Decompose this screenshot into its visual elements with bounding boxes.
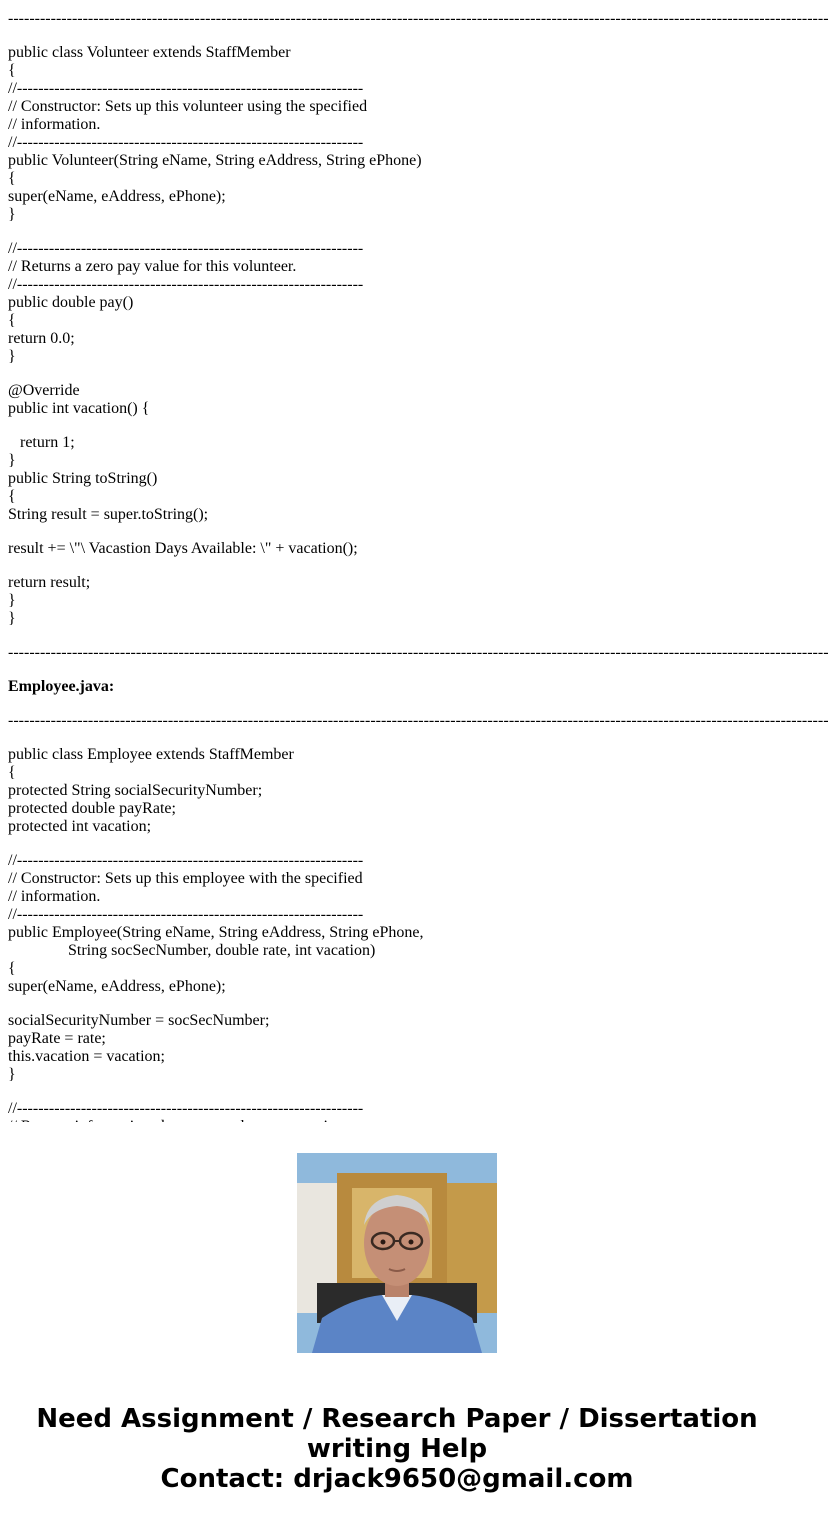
code-line: public class Volunteer extends StaffMember xyxy=(8,44,291,61)
code-line: // Constructor: Sets up this employee with the specified xyxy=(8,870,363,887)
code-line: //----------------------------------------------------------------- xyxy=(8,240,364,257)
code-line: } xyxy=(8,1066,16,1083)
code-line: //----------------------------------------------------------------- xyxy=(8,852,364,869)
code-line: String socSecNumber, double rate, int vacation) xyxy=(8,942,376,959)
section-heading: Employee.java: xyxy=(8,678,115,695)
code-line: @Override xyxy=(8,382,80,399)
code-line: } xyxy=(8,452,16,469)
code-line: } xyxy=(8,206,16,223)
code-line: public Volunteer(String eName, String eAddress, String ePhone) xyxy=(8,152,422,169)
blank-line xyxy=(8,730,784,746)
separator-line: ---------------------------------------------------------------------------------------------------------------------------------------------------------- xyxy=(8,10,829,27)
blank-line xyxy=(8,1084,784,1100)
banner-contact-email: Contact: drjack9650@gmail.com xyxy=(160,1464,634,1494)
code-line: // information. xyxy=(8,888,101,905)
code-line: { xyxy=(8,960,16,977)
code-line: //----------------------------------------------------------------- xyxy=(8,276,364,293)
code-line: public double pay() xyxy=(8,294,134,311)
code-line: { xyxy=(8,764,16,781)
code-line: // Constructor: Sets up this volunteer using the specified xyxy=(8,98,368,115)
code-line: //----------------------------------------------------------------- xyxy=(8,906,364,923)
author-avatar xyxy=(297,1153,497,1353)
blank-line xyxy=(8,224,784,240)
blank-line xyxy=(8,558,784,574)
code-line: result += \"\ Vacastion Days Available: \" + vacation(); xyxy=(8,540,358,557)
promo-section xyxy=(0,1122,794,1523)
code-line: //----------------------------------------------------------------- xyxy=(8,134,364,151)
code-line: // Returns a zero pay value for this volunteer. xyxy=(8,258,297,275)
code-line: public class Employee extends StaffMember xyxy=(8,746,294,763)
code-line: return 1; xyxy=(8,434,75,451)
code-line: public int vacation() { xyxy=(8,400,150,417)
code-line: // information. xyxy=(8,116,101,133)
code-line: { xyxy=(8,62,16,79)
blank-line xyxy=(8,524,784,540)
blank-line xyxy=(8,696,784,712)
code-line: payRate = rate; xyxy=(8,1030,106,1047)
code-line: //----------------------------------------------------------------- xyxy=(8,1100,364,1117)
code-line: protected double payRate; xyxy=(8,800,176,817)
code-line: { xyxy=(8,488,16,505)
blank-line xyxy=(8,418,784,434)
blank-line xyxy=(8,836,784,852)
blank-line xyxy=(8,28,784,44)
document-body xyxy=(8,10,829,1122)
code-line: super(eName, eAddress, ePhone); xyxy=(8,978,226,995)
separator-line: ---------------------------------------------------------------------------------------------------------------------------------------------------------- xyxy=(8,712,829,729)
code-line: } xyxy=(8,348,16,365)
code-line: this.vacation = vacation; xyxy=(8,1048,165,1065)
code-line: return 0.0; xyxy=(8,330,75,347)
blank-line xyxy=(8,996,784,1012)
code-line: { xyxy=(8,170,16,187)
person-photo-icon xyxy=(297,1153,497,1353)
code-line: { xyxy=(8,312,16,329)
blank-line xyxy=(8,628,784,644)
banner-line-1: Need Assignment / Research Paper / Dissertation xyxy=(36,1404,758,1434)
code-line: //----------------------------------------------------------------- xyxy=(8,80,364,97)
code-line: super(eName, eAddress, ePhone); xyxy=(8,188,226,205)
code-line: public Employee(String eName, String eAddress, String ePhone, xyxy=(8,924,424,941)
blank-line xyxy=(8,662,784,678)
code-line: socialSecurityNumber = socSecNumber; xyxy=(8,1012,270,1029)
code-line: String result = super.toString(); xyxy=(8,506,209,523)
code-line: public String toString() xyxy=(8,470,158,487)
code-line: } xyxy=(8,610,16,627)
separator-line: ---------------------------------------------------------------------------------------------------------------------------------------------------------- xyxy=(8,644,829,661)
contact-banner xyxy=(0,1404,794,1494)
banner-line-2: writing Help xyxy=(306,1434,488,1464)
code-line: } xyxy=(8,592,16,609)
code-line: protected int vacation; xyxy=(8,818,152,835)
blank-line xyxy=(8,366,784,382)
code-line: return result; xyxy=(8,574,91,591)
code-line: protected String socialSecurityNumber; xyxy=(8,782,263,799)
